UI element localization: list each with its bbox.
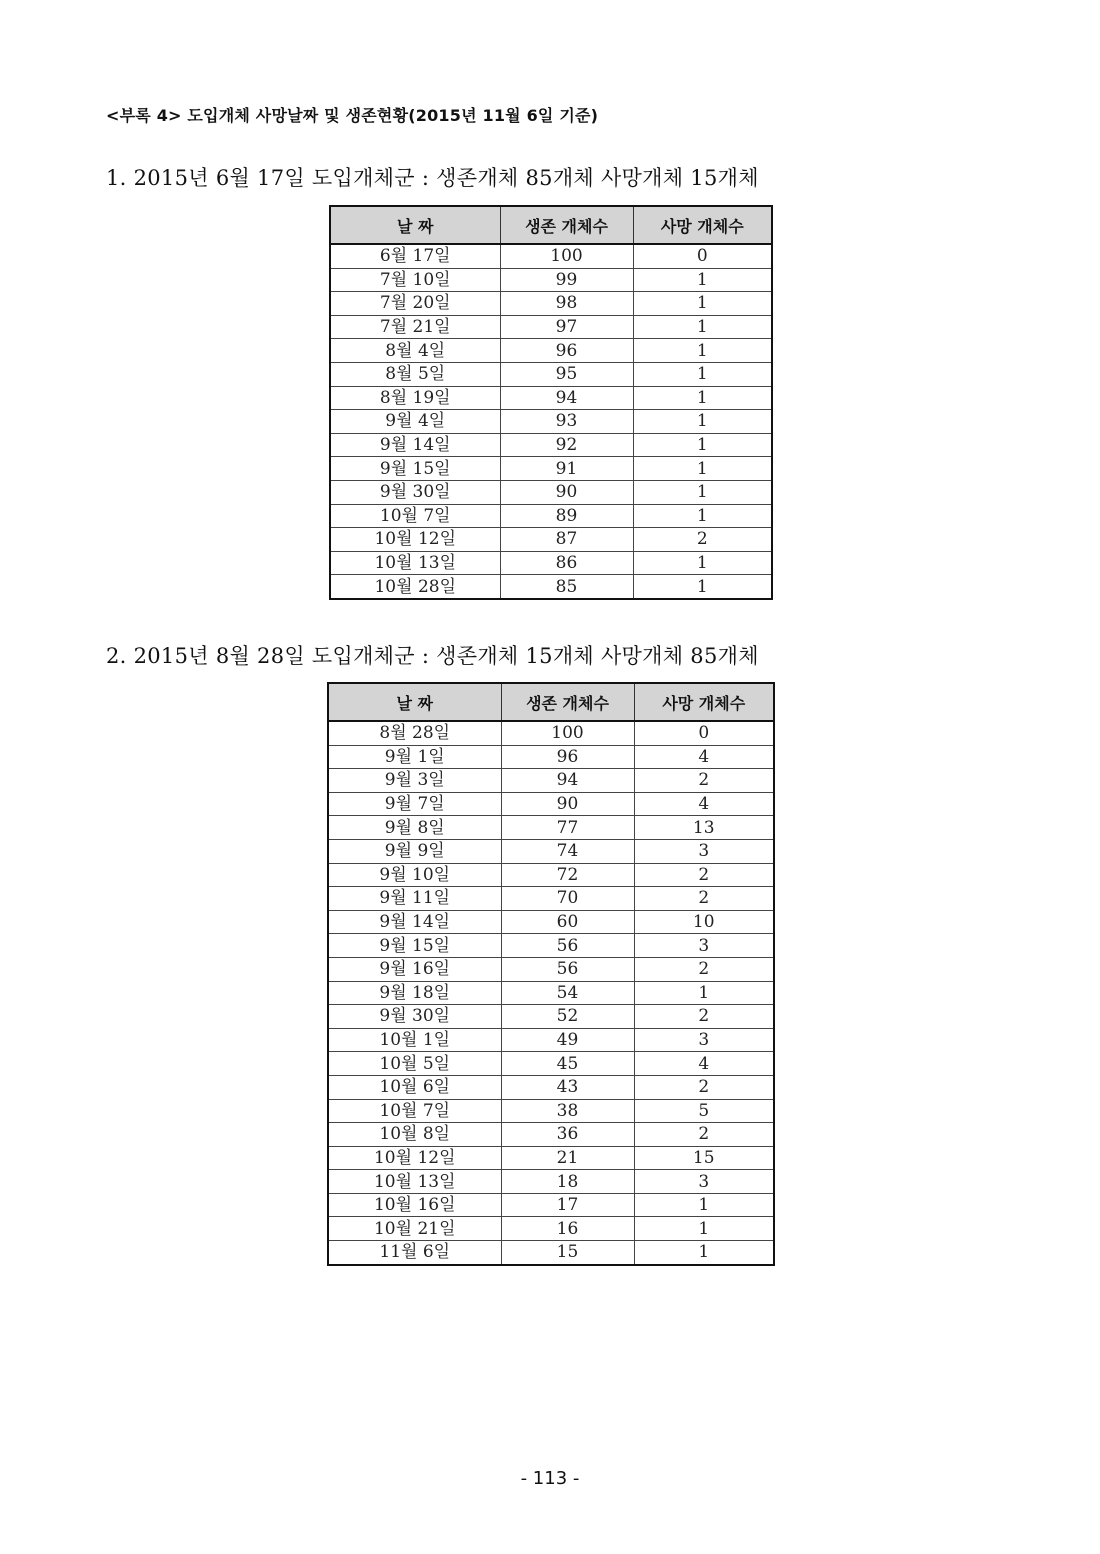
- survivor-count-cell: 43: [501, 1075, 634, 1099]
- survivor-count-cell: 74: [501, 839, 634, 863]
- death-count-cell: 0: [633, 244, 772, 268]
- table-row: [330, 504, 772, 528]
- survivor-count-cell: 99: [500, 268, 633, 292]
- date-cell: 9월 14일: [328, 910, 501, 934]
- survivor-count-cell: 94: [500, 386, 633, 410]
- date-cell: 6월 17일: [330, 244, 500, 268]
- section-1-title: 1. 2015년 6월 17일 도입개체군 : 생존개체 85개체 사망개체 15개체: [106, 166, 759, 190]
- survivor-count-cell: 89: [500, 504, 633, 528]
- survivor-count-column-header: 생존 개체수: [500, 206, 633, 244]
- date-column-header: 날 짜: [330, 206, 500, 244]
- section-2-table-body: [328, 721, 774, 1265]
- survivor-count-cell: 70: [501, 887, 634, 911]
- table-row: [330, 339, 772, 363]
- date-cell: 7월 20일: [330, 292, 500, 316]
- table-row: [328, 910, 774, 934]
- table-row: [330, 292, 772, 316]
- table-row: [328, 1170, 774, 1194]
- death-count-cell: 1: [633, 339, 772, 363]
- table-row: [328, 934, 774, 958]
- death-count-cell: 2: [634, 863, 774, 887]
- survivor-count-cell: 96: [500, 339, 633, 363]
- survivor-count-column-header: 생존 개체수: [501, 683, 634, 721]
- table-row: [328, 1028, 774, 1052]
- survivor-count-cell: 90: [500, 480, 633, 504]
- table-row: [330, 410, 772, 434]
- table-row: [328, 957, 774, 981]
- table-row: [328, 816, 774, 840]
- date-cell: 10월 8일: [328, 1123, 501, 1147]
- death-count-cell: 1: [633, 410, 772, 434]
- date-cell: 7월 21일: [330, 315, 500, 339]
- date-cell: 8월 4일: [330, 339, 500, 363]
- table-row: [330, 268, 772, 292]
- death-count-cell: 2: [633, 528, 772, 552]
- death-count-cell: 3: [634, 1028, 774, 1052]
- date-cell: 10월 28일: [330, 575, 500, 599]
- date-cell: 9월 10일: [328, 863, 501, 887]
- survivor-count-cell: 77: [501, 816, 634, 840]
- death-count-cell: 5: [634, 1099, 774, 1123]
- table-row: [328, 721, 774, 745]
- table-row: [328, 792, 774, 816]
- survivor-count-cell: 92: [500, 433, 633, 457]
- death-count-cell: 2: [634, 887, 774, 911]
- survivor-count-cell: 17: [501, 1193, 634, 1217]
- survivor-count-cell: 18: [501, 1170, 634, 1194]
- survivor-count-cell: 87: [500, 528, 633, 552]
- survivor-count-cell: 100: [501, 721, 634, 745]
- death-count-cell: 1: [634, 981, 774, 1005]
- table-row: [328, 1193, 774, 1217]
- survivor-count-cell: 38: [501, 1099, 634, 1123]
- death-count-cell: 2: [634, 769, 774, 793]
- death-count-cell: 10: [634, 910, 774, 934]
- date-cell: 10월 5일: [328, 1052, 501, 1076]
- death-count-cell: 1: [633, 362, 772, 386]
- death-count-cell: 4: [634, 745, 774, 769]
- death-count-cell: 1: [633, 315, 772, 339]
- table-row: [330, 457, 772, 481]
- section-1-table-body: [330, 244, 772, 599]
- survivor-count-cell: 95: [500, 362, 633, 386]
- survivor-count-cell: 45: [501, 1052, 634, 1076]
- date-cell: 9월 18일: [328, 981, 501, 1005]
- table-row: [328, 1146, 774, 1170]
- survivor-count-cell: 21: [501, 1146, 634, 1170]
- death-count-cell: 3: [634, 934, 774, 958]
- date-cell: 9월 3일: [328, 769, 501, 793]
- survivor-count-cell: 72: [501, 863, 634, 887]
- table-row: [328, 1075, 774, 1099]
- table-row: [328, 745, 774, 769]
- section-2-title: 2. 2015년 8월 28일 도입개체군 : 생존개체 15개체 사망개체 85개체: [106, 644, 759, 668]
- table-row: [328, 1052, 774, 1076]
- table-row: [330, 315, 772, 339]
- date-cell: 9월 9일: [328, 839, 501, 863]
- date-cell: 11월 6일: [328, 1241, 501, 1265]
- table-header-row: [330, 206, 772, 244]
- date-cell: 10월 6일: [328, 1075, 501, 1099]
- date-cell: 9월 7일: [328, 792, 501, 816]
- survivor-count-cell: 97: [500, 315, 633, 339]
- death-count-cell: 3: [634, 839, 774, 863]
- death-count-cell: 1: [633, 292, 772, 316]
- death-count-cell: 1: [633, 386, 772, 410]
- survivor-count-cell: 15: [501, 1241, 634, 1265]
- death-count-cell: 1: [634, 1241, 774, 1265]
- date-cell: 9월 16일: [328, 957, 501, 981]
- survivor-count-cell: 100: [500, 244, 633, 268]
- date-cell: 10월 13일: [330, 551, 500, 575]
- date-cell: 8월 19일: [330, 386, 500, 410]
- table-row: [328, 1005, 774, 1029]
- date-cell: 10월 13일: [328, 1170, 501, 1194]
- table-header-row: [328, 683, 774, 721]
- date-cell: 9월 4일: [330, 410, 500, 434]
- death-count-cell: 3: [634, 1170, 774, 1194]
- death-count-cell: 1: [633, 457, 772, 481]
- table-row: [330, 575, 772, 599]
- survivor-count-cell: 49: [501, 1028, 634, 1052]
- death-count-cell: 2: [634, 957, 774, 981]
- table-row: [328, 1123, 774, 1147]
- survivor-count-cell: 98: [500, 292, 633, 316]
- table-row: [328, 1217, 774, 1241]
- survivor-count-cell: 16: [501, 1217, 634, 1241]
- date-cell: 8월 28일: [328, 721, 501, 745]
- date-cell: 7월 10일: [330, 268, 500, 292]
- table-row: [330, 386, 772, 410]
- section-2-table: [327, 682, 775, 1266]
- table-row: [330, 528, 772, 552]
- survivor-count-cell: 96: [501, 745, 634, 769]
- table-row: [328, 1241, 774, 1265]
- date-cell: 10월 7일: [330, 504, 500, 528]
- date-cell: 10월 12일: [330, 528, 500, 552]
- date-column-header: 날 짜: [328, 683, 501, 721]
- death-count-cell: 1: [633, 480, 772, 504]
- survivor-count-cell: 54: [501, 981, 634, 1005]
- table-row: [328, 887, 774, 911]
- date-cell: 10월 7일: [328, 1099, 501, 1123]
- date-cell: 9월 15일: [328, 934, 501, 958]
- date-cell: 10월 1일: [328, 1028, 501, 1052]
- survivor-count-cell: 93: [500, 410, 633, 434]
- survivor-count-cell: 60: [501, 910, 634, 934]
- date-cell: 9월 30일: [328, 1005, 501, 1029]
- death-count-cell: 13: [634, 816, 774, 840]
- survivor-count-cell: 85: [500, 575, 633, 599]
- table-row: [330, 244, 772, 268]
- death-count-cell: 1: [633, 504, 772, 528]
- date-cell: 9월 1일: [328, 745, 501, 769]
- date-cell: 10월 21일: [328, 1217, 501, 1241]
- death-count-cell: 4: [634, 792, 774, 816]
- death-count-cell: 2: [634, 1005, 774, 1029]
- death-count-cell: 1: [633, 551, 772, 575]
- table-row: [328, 981, 774, 1005]
- date-cell: 10월 16일: [328, 1193, 501, 1217]
- survivor-count-cell: 91: [500, 457, 633, 481]
- death-count-cell: 2: [634, 1123, 774, 1147]
- survivor-count-cell: 56: [501, 957, 634, 981]
- death-count-cell: 1: [634, 1193, 774, 1217]
- date-cell: 9월 11일: [328, 887, 501, 911]
- death-count-column-header: 사망 개체수: [633, 206, 772, 244]
- survivor-count-cell: 52: [501, 1005, 634, 1029]
- death-count-cell: 4: [634, 1052, 774, 1076]
- survivor-count-cell: 94: [501, 769, 634, 793]
- date-cell: 9월 30일: [330, 480, 500, 504]
- survivor-count-cell: 36: [501, 1123, 634, 1147]
- survivor-count-cell: 56: [501, 934, 634, 958]
- page-number: - 113 -: [520, 1468, 580, 1489]
- date-cell: 10월 12일: [328, 1146, 501, 1170]
- table-row: [328, 863, 774, 887]
- death-count-cell: 1: [633, 575, 772, 599]
- death-count-column-header: 사망 개체수: [634, 683, 774, 721]
- date-cell: 9월 14일: [330, 433, 500, 457]
- death-count-cell: 15: [634, 1146, 774, 1170]
- table-row: [330, 480, 772, 504]
- table-row: [330, 551, 772, 575]
- date-cell: 9월 8일: [328, 816, 501, 840]
- death-count-cell: 1: [633, 268, 772, 292]
- survivor-count-cell: 90: [501, 792, 634, 816]
- table-row: [328, 1099, 774, 1123]
- section-1-table: [329, 205, 773, 600]
- death-count-cell: 2: [634, 1075, 774, 1099]
- table-row: [330, 433, 772, 457]
- death-count-cell: 1: [634, 1217, 774, 1241]
- table-row: [328, 769, 774, 793]
- survivor-count-cell: 86: [500, 551, 633, 575]
- table-row: [330, 362, 772, 386]
- appendix-heading: <부록 4> 도입개체 사망날짜 및 생존현황(2015년 11월 6일 기준): [106, 106, 599, 125]
- death-count-cell: 0: [634, 721, 774, 745]
- table-row: [328, 839, 774, 863]
- date-cell: 8월 5일: [330, 362, 500, 386]
- date-cell: 9월 15일: [330, 457, 500, 481]
- death-count-cell: 1: [633, 433, 772, 457]
